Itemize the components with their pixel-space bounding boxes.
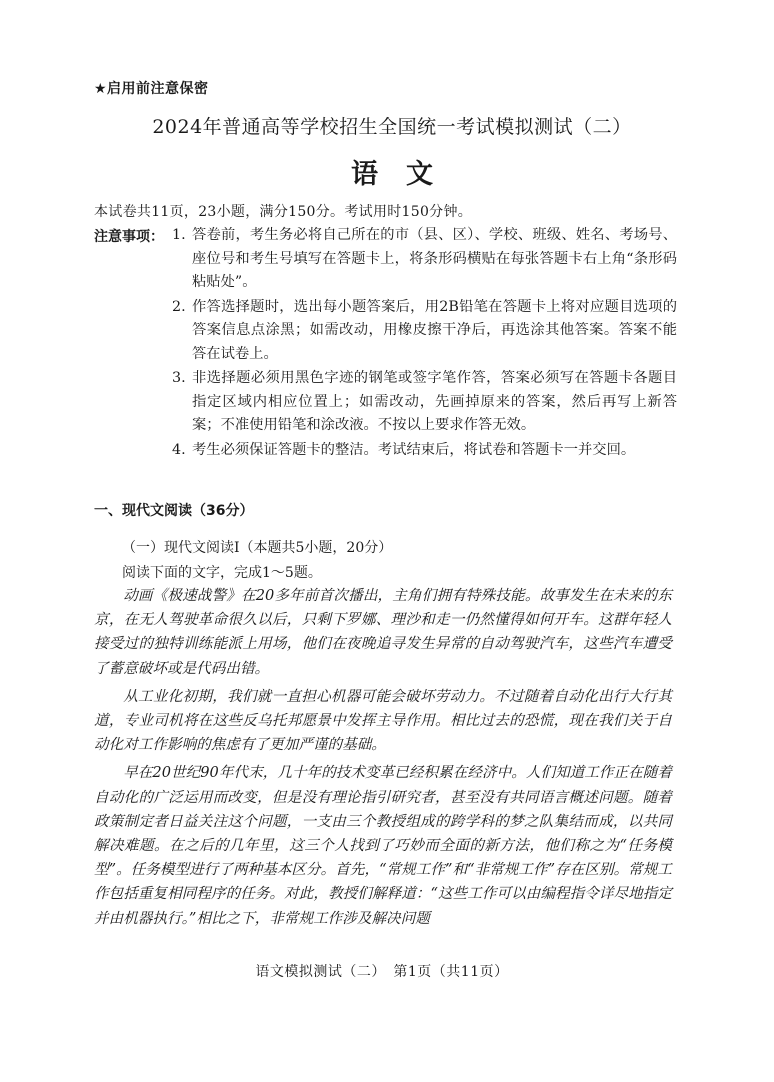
note-text: 作答选择题时，选出每小题答案后，用2B铅笔在答题卡上将对应题目选项的答案信息点涂黑；如需改动，用橡皮擦干净后，再选涂其他答案。答案不能答在试卷上。 bbox=[192, 298, 677, 362]
note-text: 非选择题必须用黑色字迹的钢笔或签字笔作答，答案必须写在答题卡各题目指定区域内相应位置上；如需改动，先画掉原来的答案，然后再写上新答案；不准使用铅笔和涂改液。不按以上要求作答无效。 bbox=[192, 370, 677, 433]
note-number: 4. bbox=[172, 441, 186, 458]
passage-paragraph: 动画《极速战警》在20多年前首次播出，主角们拥有特殊技能。故事发生在未来的东京，在无人驾驶革命很久以后，只剩下罗娜、理沙和走一仍然懂得如何开车。这群年轻人接受过的独特训练能派上用场，他们在夜晚追寻发生异常的自动驾驶汽车，这些汽车遭受了蓄意破坏或是代码出错。 bbox=[94, 587, 672, 677]
notes-list bbox=[172, 224, 677, 463]
reading-instruction: 阅读下面的文字，完成1～5题。 bbox=[122, 565, 322, 581]
notes-label: 注意事项： bbox=[94, 229, 164, 245]
note-number: 1. bbox=[172, 227, 186, 243]
note-number: 2. bbox=[172, 298, 186, 315]
subject-title: 语文 bbox=[351, 159, 461, 190]
note-text: 答卷前，考生务必将自己所在的市（县、区）、学校、班级、姓名、考场号、座位号和考生号填写在答题卡上，将条形码横贴在每张答题卡右上角“条形码粘贴处”。 bbox=[192, 227, 677, 290]
note-item bbox=[172, 296, 677, 367]
confidential-notice: ★启用前注意保密 bbox=[94, 81, 209, 97]
reading-passage bbox=[94, 584, 672, 935]
exam-title: 2024年普通高等学校招生全国统一考试模拟测试（二） bbox=[152, 116, 632, 138]
note-text: 考生必须保证答题卡的整洁。考试结束后，将试卷和答题卡一并交回。 bbox=[192, 441, 636, 458]
passage-paragraph: 从工业化初期，我们就一直担心机器可能会破坏劳动力。不过随着自动化出行大行其道，专业司机将在这些反乌托邦愿景中发挥主导作用。相比过去的恐慌，现在我们关于自动化对工作影响的焦虑有了更加严谨的基础。 bbox=[94, 687, 672, 754]
section-heading: 一、现代文阅读（36分） bbox=[94, 503, 254, 519]
page-footer: 语文模拟测试（二） 第1页（共11页） bbox=[255, 964, 509, 980]
subsection-heading: （一）现代文阅读Ⅰ（本题共5小题，20分） bbox=[122, 540, 393, 556]
note-item bbox=[172, 367, 677, 438]
note-item bbox=[172, 224, 677, 295]
passage-paragraph: 早在20世纪90年代末，几十年的技术变革已经积累在经济中。人们知道工作正在随着自动化的广泛运用而改变，但是没有理论指引研究者，甚至没有共同语言概述问题。随着政策制定者日益关注这个问题，一支由三个教授组成的跨学科的梦之队集结而成，以共同解决难题。在之后的几年里，这三个人找到了巧妙而全面的新方法，他们称之为“任务模型”。任务模型进行了两种基本区分。首先，“常规工作”和“非常规工作”存在区别。常规工作包括重复相同程序的任务。对此，教授们解释道：“这些工作可以由编程指令详尽地指定并由机器执行。”相比之下，非常规工作涉及解决问题 bbox=[94, 764, 672, 927]
note-number: 3. bbox=[172, 370, 186, 386]
note-item bbox=[172, 439, 677, 463]
exam-info: 本试卷共11页，23小题，满分150分。考试用时150分钟。 bbox=[94, 204, 473, 220]
